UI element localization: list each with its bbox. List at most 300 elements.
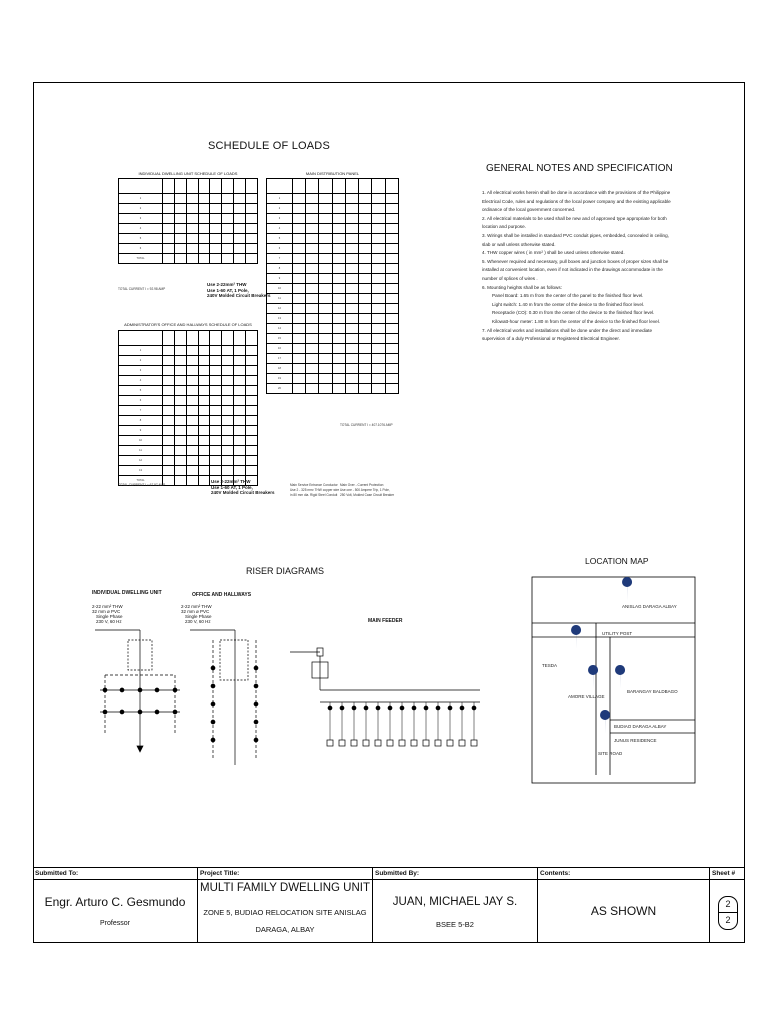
table-cell bbox=[210, 416, 222, 426]
table-cell bbox=[332, 214, 345, 224]
table-cell bbox=[385, 364, 398, 374]
table-cell bbox=[319, 204, 332, 214]
table-cell bbox=[163, 386, 175, 396]
table-cell bbox=[306, 274, 319, 284]
table-cell bbox=[234, 466, 246, 476]
table-cell bbox=[359, 194, 372, 204]
table-cell bbox=[306, 179, 319, 194]
table-cell: 18 bbox=[267, 364, 293, 374]
individual-table-caption: INDIVIDUAL DWELLING UNIT SCHEDULE OF LOADS bbox=[138, 171, 238, 176]
table-cell bbox=[163, 194, 175, 204]
table-cell bbox=[163, 346, 175, 356]
table-cell: 11 bbox=[267, 294, 293, 304]
table-cell bbox=[186, 254, 198, 264]
table-cell bbox=[385, 294, 398, 304]
table-cell bbox=[210, 406, 222, 416]
table-cell bbox=[234, 234, 246, 244]
table-row bbox=[267, 204, 399, 214]
table-row bbox=[267, 264, 399, 274]
table-row bbox=[267, 254, 399, 264]
map-label-budiao: BUDIAO DARAGA ALBAY bbox=[614, 724, 667, 729]
table-cell bbox=[319, 334, 332, 344]
table-cell bbox=[345, 224, 358, 234]
table-row bbox=[267, 304, 399, 314]
table-cell bbox=[210, 456, 222, 466]
table-cell bbox=[198, 396, 210, 406]
table-cell bbox=[306, 284, 319, 294]
table-cell bbox=[332, 264, 345, 274]
table-cell bbox=[234, 224, 246, 234]
table-cell bbox=[293, 224, 306, 234]
table-cell bbox=[345, 179, 358, 194]
table-cell bbox=[163, 376, 175, 386]
table-cell bbox=[306, 294, 319, 304]
table-row bbox=[119, 244, 258, 254]
table-cell bbox=[306, 304, 319, 314]
table-cell bbox=[306, 204, 319, 214]
table-cell bbox=[222, 376, 234, 386]
table-cell bbox=[359, 274, 372, 284]
table-cell: 13 bbox=[119, 466, 163, 476]
table-cell bbox=[186, 204, 198, 214]
table-cell bbox=[234, 366, 246, 376]
table-row bbox=[119, 376, 258, 386]
table-cell bbox=[210, 204, 222, 214]
table-row bbox=[119, 356, 258, 366]
table-cell bbox=[119, 331, 163, 346]
table-cell: 4 bbox=[267, 224, 293, 234]
table-row bbox=[267, 244, 399, 254]
table-row bbox=[267, 294, 399, 304]
table-cell bbox=[186, 426, 198, 436]
table-cell bbox=[210, 179, 222, 194]
table-cell bbox=[385, 274, 398, 284]
table-cell bbox=[186, 386, 198, 396]
table-cell bbox=[198, 386, 210, 396]
table-cell bbox=[385, 334, 398, 344]
table-cell bbox=[293, 294, 306, 304]
table-cell bbox=[198, 254, 210, 264]
table-cell bbox=[332, 224, 345, 234]
table-cell bbox=[293, 254, 306, 264]
table-cell bbox=[119, 179, 163, 194]
table-cell: 14 bbox=[267, 324, 293, 334]
main-notes: Main Service Entrance Conductor Use 2 - 325 mm² THW copper wire in 80 mm dia. Rigid Steel Conduit bbox=[290, 483, 340, 497]
table-cell bbox=[246, 214, 258, 224]
table-cell bbox=[385, 254, 398, 264]
table-cell bbox=[234, 436, 246, 446]
table-cell bbox=[372, 179, 385, 194]
table-cell bbox=[372, 314, 385, 324]
table-row bbox=[267, 179, 399, 194]
map-label-amore: AMORE VILLAGE bbox=[568, 694, 605, 699]
table-cell bbox=[345, 304, 358, 314]
table-row bbox=[119, 386, 258, 396]
table-cell bbox=[306, 324, 319, 334]
table-cell: 2 bbox=[119, 356, 163, 366]
table-cell bbox=[234, 446, 246, 456]
map-label-junus: JUNUS RESIDENCE bbox=[614, 738, 657, 743]
table-cell: 3 bbox=[119, 214, 163, 224]
table-cell bbox=[332, 274, 345, 284]
table-cell bbox=[198, 376, 210, 386]
table-row bbox=[267, 334, 399, 344]
table-cell bbox=[332, 334, 345, 344]
table-cell bbox=[332, 384, 345, 394]
table-cell bbox=[163, 224, 175, 234]
table-cell bbox=[345, 264, 358, 274]
table-cell bbox=[345, 374, 358, 384]
table-cell bbox=[246, 234, 258, 244]
table-cell bbox=[163, 234, 175, 244]
table-cell bbox=[319, 294, 332, 304]
table-cell bbox=[345, 234, 358, 244]
table-cell bbox=[210, 214, 222, 224]
table-cell bbox=[345, 334, 358, 344]
table-cell bbox=[372, 284, 385, 294]
table-cell bbox=[198, 224, 210, 234]
table-cell bbox=[186, 331, 198, 346]
office-riser-label: OFFICE AND HALLWAYS bbox=[192, 592, 252, 598]
table-cell: TOTAL bbox=[119, 476, 163, 486]
table-cell bbox=[345, 354, 358, 364]
table-cell bbox=[163, 366, 175, 376]
table-cell bbox=[372, 234, 385, 244]
table-cell bbox=[372, 224, 385, 234]
table-cell bbox=[234, 214, 246, 224]
project-location-1: ZONE 5, BUDIAO RELOCATION SITE ANISLAG bbox=[203, 908, 367, 917]
table-cell bbox=[198, 204, 210, 214]
table-cell bbox=[359, 179, 372, 194]
table-row bbox=[119, 466, 258, 476]
table-cell bbox=[345, 364, 358, 374]
table-cell bbox=[293, 234, 306, 244]
table-cell bbox=[174, 446, 186, 456]
table-row bbox=[267, 274, 399, 284]
table-cell bbox=[332, 374, 345, 384]
table-cell bbox=[186, 416, 198, 426]
table-cell bbox=[345, 214, 358, 224]
table-cell: 5 bbox=[119, 234, 163, 244]
table-cell bbox=[246, 406, 258, 416]
table-cell bbox=[359, 364, 372, 374]
admin-total-current: TOTAL CURRENT I = 67.97 AMP bbox=[118, 483, 166, 487]
table-cell bbox=[385, 179, 398, 194]
table-cell bbox=[345, 314, 358, 324]
table-cell bbox=[198, 436, 210, 446]
table-row bbox=[267, 364, 399, 374]
main-feeder-label: MAIN FEEDER bbox=[368, 618, 403, 624]
table-cell bbox=[186, 234, 198, 244]
table-cell bbox=[163, 406, 175, 416]
table-cell bbox=[372, 294, 385, 304]
submitted-to-name: Engr. Arturo C. Gesmundo bbox=[44, 895, 186, 909]
table-cell bbox=[210, 244, 222, 254]
table-cell bbox=[222, 244, 234, 254]
table-row bbox=[267, 234, 399, 244]
table-row bbox=[119, 224, 258, 234]
table-cell bbox=[174, 179, 186, 194]
table-cell bbox=[319, 264, 332, 274]
table-cell bbox=[222, 346, 234, 356]
table-cell bbox=[163, 356, 175, 366]
table-cell bbox=[222, 446, 234, 456]
table-cell bbox=[210, 446, 222, 456]
table-cell bbox=[345, 194, 358, 204]
table-row bbox=[119, 426, 258, 436]
map-label-utility-post: UTILITY POST bbox=[602, 631, 633, 636]
table-cell bbox=[345, 384, 358, 394]
table-cell bbox=[372, 304, 385, 314]
table-cell bbox=[345, 294, 358, 304]
table-cell bbox=[186, 436, 198, 446]
table-cell bbox=[246, 446, 258, 456]
table-cell bbox=[306, 214, 319, 224]
office-riser-specs: 2-22 mm² THW 32 mm ø PVC Single Phase 230 V, 60 Hz bbox=[181, 604, 212, 624]
table-cell bbox=[319, 354, 332, 364]
table-cell bbox=[372, 274, 385, 284]
main-schedule-table bbox=[266, 178, 399, 394]
general-notes-title: GENERAL NOTES AND SPECIFICATION bbox=[486, 163, 673, 174]
table-cell bbox=[306, 194, 319, 204]
table-cell bbox=[293, 384, 306, 394]
table-cell bbox=[198, 179, 210, 194]
table-row bbox=[267, 384, 399, 394]
table-cell: 5 bbox=[119, 386, 163, 396]
table-cell bbox=[293, 204, 306, 214]
table-cell bbox=[332, 294, 345, 304]
table-cell bbox=[246, 386, 258, 396]
table-cell bbox=[163, 426, 175, 436]
table-cell bbox=[234, 179, 246, 194]
table-cell bbox=[306, 374, 319, 384]
table-cell bbox=[222, 214, 234, 224]
table-cell bbox=[198, 406, 210, 416]
table-cell bbox=[174, 204, 186, 214]
table-cell: 20 bbox=[267, 384, 293, 394]
table-row bbox=[119, 234, 258, 244]
table-cell bbox=[198, 446, 210, 456]
table-cell: 4 bbox=[119, 224, 163, 234]
table-cell bbox=[345, 324, 358, 334]
table-cell bbox=[359, 294, 372, 304]
submitted-by-section: BSEE 5-B2 bbox=[436, 920, 474, 929]
table-cell bbox=[372, 364, 385, 374]
table-cell bbox=[210, 466, 222, 476]
table-cell bbox=[174, 254, 186, 264]
table-cell bbox=[174, 366, 186, 376]
table-cell bbox=[319, 364, 332, 374]
contents-value: AS SHOWN bbox=[590, 904, 657, 918]
table-cell bbox=[246, 194, 258, 204]
table-cell bbox=[222, 456, 234, 466]
table-row bbox=[119, 331, 258, 346]
table-cell bbox=[186, 466, 198, 476]
table-cell: 7 bbox=[267, 254, 293, 264]
table-cell bbox=[385, 344, 398, 354]
table-cell bbox=[372, 254, 385, 264]
table-cell bbox=[246, 456, 258, 466]
table-cell bbox=[359, 354, 372, 364]
main-table-caption: MAIN DISTRIBUTION PANEL bbox=[305, 171, 360, 176]
table-cell bbox=[319, 304, 332, 314]
table-cell bbox=[359, 324, 372, 334]
table-cell bbox=[385, 374, 398, 384]
table-cell bbox=[372, 334, 385, 344]
table-cell: 3 bbox=[119, 366, 163, 376]
table-cell bbox=[385, 304, 398, 314]
table-cell bbox=[246, 331, 258, 346]
table-cell bbox=[222, 224, 234, 234]
table-cell: 9 bbox=[119, 426, 163, 436]
table-cell bbox=[222, 366, 234, 376]
table-cell bbox=[210, 376, 222, 386]
table-cell bbox=[210, 346, 222, 356]
table-cell bbox=[319, 234, 332, 244]
table-cell bbox=[163, 244, 175, 254]
table-cell bbox=[359, 334, 372, 344]
table-cell bbox=[198, 331, 210, 346]
table-cell bbox=[385, 214, 398, 224]
table-cell bbox=[319, 374, 332, 384]
table-cell bbox=[385, 354, 398, 364]
table-cell bbox=[222, 406, 234, 416]
table-cell bbox=[306, 364, 319, 374]
table-cell bbox=[319, 344, 332, 354]
table-cell bbox=[163, 214, 175, 224]
table-cell bbox=[246, 466, 258, 476]
table-cell bbox=[186, 194, 198, 204]
table-cell bbox=[186, 446, 198, 456]
table-cell bbox=[174, 456, 186, 466]
table-cell bbox=[234, 346, 246, 356]
table-cell bbox=[359, 314, 372, 324]
table-cell: 15 bbox=[267, 334, 293, 344]
table-cell bbox=[163, 254, 175, 264]
table-cell bbox=[385, 264, 398, 274]
table-cell bbox=[293, 179, 306, 194]
table-cell bbox=[163, 456, 175, 466]
table-cell bbox=[198, 476, 210, 486]
table-cell bbox=[174, 466, 186, 476]
table-cell: 2 bbox=[119, 204, 163, 214]
table-cell: 13 bbox=[267, 314, 293, 324]
table-cell bbox=[174, 416, 186, 426]
table-cell bbox=[210, 224, 222, 234]
table-cell bbox=[246, 366, 258, 376]
table-cell bbox=[246, 204, 258, 214]
table-row bbox=[119, 456, 258, 466]
table-cell bbox=[345, 344, 358, 354]
unit-riser-label: INDIVIDUAL DWELLING UNIT bbox=[92, 590, 162, 596]
individual-total-current: TOTAL CURRENT I = 92.98 AMP bbox=[118, 287, 166, 291]
table-row bbox=[267, 344, 399, 354]
table-cell bbox=[246, 436, 258, 446]
table-cell bbox=[234, 416, 246, 426]
table-cell bbox=[293, 194, 306, 204]
map-label-baldbago: BARANGAY BALDBAGO bbox=[627, 689, 678, 694]
table-cell bbox=[174, 214, 186, 224]
table-cell bbox=[198, 356, 210, 366]
table-cell bbox=[174, 234, 186, 244]
table-cell bbox=[267, 179, 293, 194]
table-cell bbox=[359, 244, 372, 254]
table-cell bbox=[210, 356, 222, 366]
table-cell bbox=[293, 264, 306, 274]
table-cell bbox=[198, 234, 210, 244]
table-cell bbox=[234, 194, 246, 204]
table-cell bbox=[222, 194, 234, 204]
table-cell: 1 bbox=[119, 194, 163, 204]
table-cell bbox=[332, 304, 345, 314]
location-map-title: LOCATION MAP bbox=[585, 556, 649, 566]
table-row bbox=[267, 324, 399, 334]
table-cell bbox=[163, 416, 175, 426]
table-cell bbox=[306, 314, 319, 324]
table-cell bbox=[372, 194, 385, 204]
table-cell bbox=[306, 334, 319, 344]
table-cell bbox=[174, 396, 186, 406]
table-row bbox=[119, 446, 258, 456]
table-cell bbox=[174, 376, 186, 386]
table-cell bbox=[163, 446, 175, 456]
table-cell bbox=[246, 254, 258, 264]
table-cell bbox=[319, 224, 332, 234]
table-cell bbox=[319, 244, 332, 254]
table-cell: 6 bbox=[267, 244, 293, 254]
table-cell bbox=[319, 179, 332, 194]
project-title-cell: Project Title: MULTI FAMILY DWELLING UNIT ZONE 5, BUDIAO RELOCATION SITE ANISLAG DARAGA, ALBAY bbox=[198, 868, 373, 943]
unit-riser-specs: 2-22 mm² THW 32 mm ø PVC Single Phase 230 V, 60 Hz bbox=[92, 604, 123, 624]
table-cell: 10 bbox=[119, 436, 163, 446]
table-row bbox=[119, 179, 258, 194]
table-cell bbox=[332, 284, 345, 294]
table-cell bbox=[385, 204, 398, 214]
table-cell bbox=[210, 436, 222, 446]
table-cell bbox=[293, 374, 306, 384]
table-cell bbox=[174, 194, 186, 204]
table-cell: 2 bbox=[267, 204, 293, 214]
table-cell bbox=[186, 179, 198, 194]
table-total-row bbox=[119, 254, 258, 264]
table-cell bbox=[319, 324, 332, 334]
table-cell bbox=[345, 284, 358, 294]
table-cell bbox=[174, 476, 186, 486]
table-cell bbox=[210, 366, 222, 376]
table-cell: 12 bbox=[267, 304, 293, 314]
map-label-site-road: SITE ROAD bbox=[598, 751, 623, 756]
table-cell bbox=[332, 344, 345, 354]
table-cell bbox=[332, 354, 345, 364]
table-cell bbox=[385, 234, 398, 244]
table-cell bbox=[359, 344, 372, 354]
table-row bbox=[119, 214, 258, 224]
table-cell: 17 bbox=[267, 354, 293, 364]
table-cell bbox=[186, 476, 198, 486]
table-cell bbox=[293, 364, 306, 374]
table-cell bbox=[222, 416, 234, 426]
table-cell bbox=[198, 194, 210, 204]
table-cell bbox=[372, 244, 385, 254]
table-cell bbox=[234, 376, 246, 386]
table-row bbox=[267, 354, 399, 364]
table-cell bbox=[246, 179, 258, 194]
table-cell bbox=[222, 331, 234, 346]
table-cell bbox=[234, 204, 246, 214]
table-cell bbox=[319, 314, 332, 324]
table-cell bbox=[246, 244, 258, 254]
table-cell bbox=[372, 264, 385, 274]
